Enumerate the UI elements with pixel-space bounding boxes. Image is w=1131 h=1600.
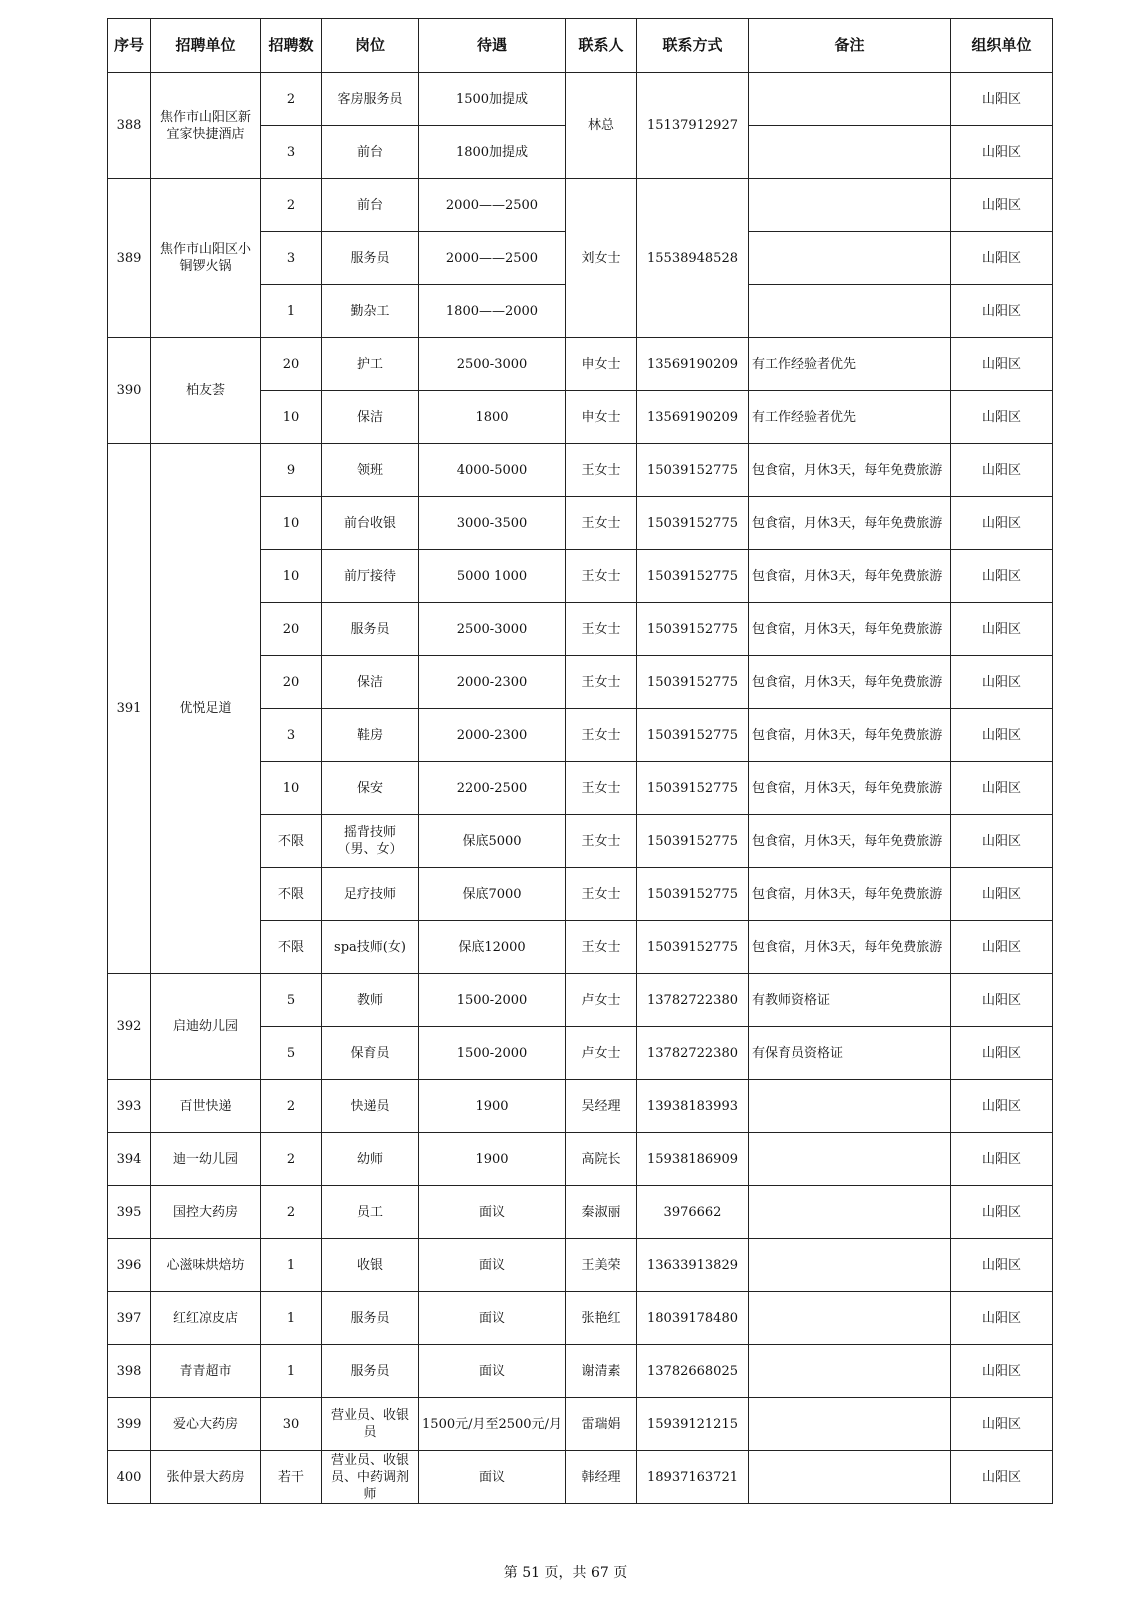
position-name: 鞋房 bbox=[322, 709, 419, 762]
table-row bbox=[108, 179, 1053, 232]
contact-person: 王女士 bbox=[566, 709, 637, 762]
entry-number: 398 bbox=[108, 1345, 151, 1398]
table-row bbox=[108, 974, 1053, 1027]
hire-count: 2 bbox=[261, 1186, 322, 1239]
contact-phone: 3976662 bbox=[637, 1186, 749, 1239]
organizer: 山阳区 bbox=[951, 1451, 1053, 1504]
contact-phone: 13782722380 bbox=[637, 1027, 749, 1080]
remark: 包食宿，月休3天，每年免费旅游 bbox=[749, 868, 951, 921]
contact-person: 王女士 bbox=[566, 550, 637, 603]
remark: 有教师资格证 bbox=[749, 974, 951, 1027]
contact-phone: 15137912927 bbox=[637, 73, 749, 179]
organizer: 山阳区 bbox=[951, 1027, 1053, 1080]
hire-count: 10 bbox=[261, 550, 322, 603]
contact-person: 高院长 bbox=[566, 1133, 637, 1186]
salary: 1900 bbox=[419, 1080, 566, 1133]
hire-count: 5 bbox=[261, 974, 322, 1027]
position-name: 保安 bbox=[322, 762, 419, 815]
remark: 包食宿，月休3天，每年免费旅游 bbox=[749, 656, 951, 709]
salary: 1500-2000 bbox=[419, 974, 566, 1027]
contact-phone: 13782668025 bbox=[637, 1345, 749, 1398]
organizer: 山阳区 bbox=[951, 550, 1053, 603]
organizer: 山阳区 bbox=[951, 868, 1053, 921]
organizer: 山阳区 bbox=[951, 762, 1053, 815]
contact-phone: 13569190209 bbox=[637, 338, 749, 391]
contact-person: 王女士 bbox=[566, 497, 637, 550]
table-row bbox=[108, 1292, 1053, 1345]
position-name: 前台收银 bbox=[322, 497, 419, 550]
remark bbox=[749, 1345, 951, 1398]
position-name: 护工 bbox=[322, 338, 419, 391]
organizer: 山阳区 bbox=[951, 1345, 1053, 1398]
position-name: 服务员 bbox=[322, 1292, 419, 1345]
organizer: 山阳区 bbox=[951, 974, 1053, 1027]
hire-count: 2 bbox=[261, 1133, 322, 1186]
company-name: 启迪幼儿园 bbox=[151, 974, 261, 1080]
organizer: 山阳区 bbox=[951, 391, 1053, 444]
company-name: 爱心大药房 bbox=[151, 1398, 261, 1451]
recruitment-table bbox=[107, 18, 1053, 1504]
hire-count: 若干 bbox=[261, 1451, 322, 1504]
hire-count: 20 bbox=[261, 338, 322, 391]
contact-person: 王女士 bbox=[566, 868, 637, 921]
contact-person: 王女士 bbox=[566, 762, 637, 815]
entry-number: 400 bbox=[108, 1451, 151, 1504]
remark bbox=[749, 1451, 951, 1504]
salary: 保底5000 bbox=[419, 815, 566, 868]
contact-phone: 15039152775 bbox=[637, 921, 749, 974]
contact-phone: 15939121215 bbox=[637, 1398, 749, 1451]
organizer: 山阳区 bbox=[951, 232, 1053, 285]
salary: 1800 bbox=[419, 391, 566, 444]
remark: 包食宿，月休3天，每年免费旅游 bbox=[749, 762, 951, 815]
header-contact: 联系人 bbox=[566, 19, 637, 73]
remark bbox=[749, 179, 951, 232]
salary: 3000-3500 bbox=[419, 497, 566, 550]
company-name: 国控大药房 bbox=[151, 1186, 261, 1239]
hire-count: 3 bbox=[261, 126, 322, 179]
position-name: 保洁 bbox=[322, 391, 419, 444]
hire-count: 9 bbox=[261, 444, 322, 497]
entry-number: 394 bbox=[108, 1133, 151, 1186]
hire-count: 1 bbox=[261, 1239, 322, 1292]
hire-count: 10 bbox=[261, 391, 322, 444]
organizer: 山阳区 bbox=[951, 1292, 1053, 1345]
position-name: 营业员、收银员 bbox=[322, 1398, 419, 1451]
salary: 1900 bbox=[419, 1133, 566, 1186]
contact-person: 秦淑丽 bbox=[566, 1186, 637, 1239]
salary: 1500-2000 bbox=[419, 1027, 566, 1080]
contact-phone: 15039152775 bbox=[637, 868, 749, 921]
position-name: 领班 bbox=[322, 444, 419, 497]
table-row bbox=[108, 1133, 1053, 1186]
contact-phone: 13569190209 bbox=[637, 391, 749, 444]
remark: 有工作经验者优先 bbox=[749, 338, 951, 391]
company-name: 百世快递 bbox=[151, 1080, 261, 1133]
remark: 有保育员资格证 bbox=[749, 1027, 951, 1080]
contact-phone: 13938183993 bbox=[637, 1080, 749, 1133]
organizer: 山阳区 bbox=[951, 921, 1053, 974]
salary: 2500-3000 bbox=[419, 338, 566, 391]
entry-number: 399 bbox=[108, 1398, 151, 1451]
entry-number: 397 bbox=[108, 1292, 151, 1345]
organizer: 山阳区 bbox=[951, 1133, 1053, 1186]
contact-person: 韩经理 bbox=[566, 1451, 637, 1504]
header-company: 招聘单位 bbox=[151, 19, 261, 73]
organizer: 山阳区 bbox=[951, 126, 1053, 179]
position-name: 幼师 bbox=[322, 1133, 419, 1186]
header-row bbox=[108, 19, 1053, 73]
position-name: 教师 bbox=[322, 974, 419, 1027]
salary: 1500元/月至2500元/月 bbox=[419, 1398, 566, 1451]
entry-number: 389 bbox=[108, 179, 151, 338]
table-row bbox=[108, 444, 1053, 497]
contact-phone: 15039152775 bbox=[637, 444, 749, 497]
entry-number: 388 bbox=[108, 73, 151, 179]
entry-number: 392 bbox=[108, 974, 151, 1080]
page-footer: 第 51 页，共 67 页 bbox=[503, 1565, 628, 1581]
remark bbox=[749, 1080, 951, 1133]
position-name: 营业员、收银员、中药调剂师 bbox=[322, 1451, 419, 1504]
hire-count: 2 bbox=[261, 1080, 322, 1133]
hire-count: 3 bbox=[261, 709, 322, 762]
contact-person: 刘女士 bbox=[566, 179, 637, 338]
salary: 2000-2300 bbox=[419, 709, 566, 762]
position-name: 服务员 bbox=[322, 603, 419, 656]
organizer: 山阳区 bbox=[951, 709, 1053, 762]
table-row bbox=[108, 1451, 1053, 1504]
contact-phone: 15039152775 bbox=[637, 762, 749, 815]
contact-phone: 13633913829 bbox=[637, 1239, 749, 1292]
position-name: 服务员 bbox=[322, 232, 419, 285]
hire-count: 20 bbox=[261, 656, 322, 709]
position-name: 保育员 bbox=[322, 1027, 419, 1080]
contact-phone: 18039178480 bbox=[637, 1292, 749, 1345]
salary: 面议 bbox=[419, 1345, 566, 1398]
salary: 4000-5000 bbox=[419, 444, 566, 497]
organizer: 山阳区 bbox=[951, 1186, 1053, 1239]
contact-person: 王女士 bbox=[566, 603, 637, 656]
remark: 包食宿，月休3天，每年免费旅游 bbox=[749, 444, 951, 497]
organizer: 山阳区 bbox=[951, 815, 1053, 868]
contact-person: 张艳红 bbox=[566, 1292, 637, 1345]
contact-phone: 15039152775 bbox=[637, 709, 749, 762]
hire-count: 10 bbox=[261, 497, 322, 550]
remark: 包食宿，月休3天，每年免费旅游 bbox=[749, 709, 951, 762]
organizer: 山阳区 bbox=[951, 285, 1053, 338]
hire-count: 2 bbox=[261, 179, 322, 232]
remark: 包食宿，月休3天，每年免费旅游 bbox=[749, 550, 951, 603]
recruitment-table-sheet bbox=[107, 18, 1052, 1561]
salary: 2500-3000 bbox=[419, 603, 566, 656]
table-row bbox=[108, 1239, 1053, 1292]
contact-phone: 13782722380 bbox=[637, 974, 749, 1027]
contact-person: 王女士 bbox=[566, 921, 637, 974]
company-name: 张仲景大药房 bbox=[151, 1451, 261, 1504]
company-name: 优悦足道 bbox=[151, 444, 261, 974]
salary: 面议 bbox=[419, 1451, 566, 1504]
position-name: 服务员 bbox=[322, 1345, 419, 1398]
hire-count: 3 bbox=[261, 232, 322, 285]
position-name: 快递员 bbox=[322, 1080, 419, 1133]
position-name: 收银 bbox=[322, 1239, 419, 1292]
company-name: 焦作市山阳区小铜锣火锅 bbox=[151, 179, 261, 338]
header-no: 序号 bbox=[108, 19, 151, 73]
salary: 2000——2500 bbox=[419, 232, 566, 285]
hire-count: 不限 bbox=[261, 921, 322, 974]
contact-person: 申女士 bbox=[566, 391, 637, 444]
salary: 1500加提成 bbox=[419, 73, 566, 126]
position-name: 勤杂工 bbox=[322, 285, 419, 338]
header-note: 备注 bbox=[749, 19, 951, 73]
table-row bbox=[108, 1080, 1053, 1133]
hire-count: 1 bbox=[261, 285, 322, 338]
position-name: 客房服务员 bbox=[322, 73, 419, 126]
header-salary: 待遇 bbox=[419, 19, 566, 73]
hire-count: 1 bbox=[261, 1345, 322, 1398]
remark: 包食宿，月休3天，每年免费旅游 bbox=[749, 815, 951, 868]
organizer: 山阳区 bbox=[951, 73, 1053, 126]
company-name: 心滋味烘焙坊 bbox=[151, 1239, 261, 1292]
remark bbox=[749, 1133, 951, 1186]
position-name: 前台 bbox=[322, 179, 419, 232]
company-name: 青青超市 bbox=[151, 1345, 261, 1398]
hire-count: 1 bbox=[261, 1292, 322, 1345]
header-org: 组织单位 bbox=[951, 19, 1053, 73]
hire-count: 不限 bbox=[261, 868, 322, 921]
hire-count: 2 bbox=[261, 73, 322, 126]
contact-person: 谢清素 bbox=[566, 1345, 637, 1398]
position-name: spa技师(女) bbox=[322, 921, 419, 974]
remark bbox=[749, 1239, 951, 1292]
salary: 面议 bbox=[419, 1292, 566, 1345]
hire-count: 不限 bbox=[261, 815, 322, 868]
contact-person: 王女士 bbox=[566, 444, 637, 497]
table-row bbox=[108, 338, 1053, 391]
table-body bbox=[108, 73, 1053, 1504]
salary: 5000 1000 bbox=[419, 550, 566, 603]
remark bbox=[749, 232, 951, 285]
salary: 1800加提成 bbox=[419, 126, 566, 179]
table-row bbox=[108, 73, 1053, 126]
remark: 包食宿，月休3天，每年免费旅游 bbox=[749, 921, 951, 974]
entry-number: 391 bbox=[108, 444, 151, 974]
salary: 2000-2300 bbox=[419, 656, 566, 709]
remark bbox=[749, 1186, 951, 1239]
contact-person: 卢女士 bbox=[566, 1027, 637, 1080]
salary: 保底12000 bbox=[419, 921, 566, 974]
hire-count: 5 bbox=[261, 1027, 322, 1080]
company-name: 柏友荟 bbox=[151, 338, 261, 444]
organizer: 山阳区 bbox=[951, 1239, 1053, 1292]
entry-number: 393 bbox=[108, 1080, 151, 1133]
organizer: 山阳区 bbox=[951, 338, 1053, 391]
entry-number: 395 bbox=[108, 1186, 151, 1239]
remark bbox=[749, 126, 951, 179]
company-name: 迪一幼儿园 bbox=[151, 1133, 261, 1186]
position-name: 前台 bbox=[322, 126, 419, 179]
organizer: 山阳区 bbox=[951, 179, 1053, 232]
remark bbox=[749, 1292, 951, 1345]
remark bbox=[749, 285, 951, 338]
remark: 包食宿，月休3天，每年免费旅游 bbox=[749, 603, 951, 656]
position-name: 摇背技师（男、女） bbox=[322, 815, 419, 868]
hire-count: 10 bbox=[261, 762, 322, 815]
remark bbox=[749, 73, 951, 126]
organizer: 山阳区 bbox=[951, 1080, 1053, 1133]
entry-number: 396 bbox=[108, 1239, 151, 1292]
contact-phone: 15938186909 bbox=[637, 1133, 749, 1186]
hire-count: 20 bbox=[261, 603, 322, 656]
table-row bbox=[108, 1186, 1053, 1239]
organizer: 山阳区 bbox=[951, 1398, 1053, 1451]
contact-person: 雷瑞娟 bbox=[566, 1398, 637, 1451]
contact-person: 吴经理 bbox=[566, 1080, 637, 1133]
organizer: 山阳区 bbox=[951, 656, 1053, 709]
header-count: 招聘数 bbox=[261, 19, 322, 73]
organizer: 山阳区 bbox=[951, 497, 1053, 550]
contact-phone: 15039152775 bbox=[637, 656, 749, 709]
contact-person: 王女士 bbox=[566, 815, 637, 868]
salary: 面议 bbox=[419, 1186, 566, 1239]
contact-person: 王美荣 bbox=[566, 1239, 637, 1292]
entry-number: 390 bbox=[108, 338, 151, 444]
salary: 1800——2000 bbox=[419, 285, 566, 338]
position-name: 保洁 bbox=[322, 656, 419, 709]
contact-phone: 18937163721 bbox=[637, 1451, 749, 1504]
organizer: 山阳区 bbox=[951, 603, 1053, 656]
header-position: 岗位 bbox=[322, 19, 419, 73]
position-name: 前厅接待 bbox=[322, 550, 419, 603]
remark bbox=[749, 1398, 951, 1451]
salary: 2200-2500 bbox=[419, 762, 566, 815]
organizer: 山阳区 bbox=[951, 444, 1053, 497]
position-name: 足疗技师 bbox=[322, 868, 419, 921]
header-phone: 联系方式 bbox=[637, 19, 749, 73]
company-name: 焦作市山阳区新宜家快捷酒店 bbox=[151, 73, 261, 179]
contact-phone: 15538948528 bbox=[637, 179, 749, 338]
remark: 包食宿，月休3天，每年免费旅游 bbox=[749, 497, 951, 550]
salary: 2000——2500 bbox=[419, 179, 566, 232]
contact-person: 林总 bbox=[566, 73, 637, 179]
table-row bbox=[108, 1398, 1053, 1451]
contact-phone: 15039152775 bbox=[637, 550, 749, 603]
salary: 面议 bbox=[419, 1239, 566, 1292]
hire-count: 30 bbox=[261, 1398, 322, 1451]
table-row bbox=[108, 1345, 1053, 1398]
remark: 有工作经验者优先 bbox=[749, 391, 951, 444]
contact-person: 卢女士 bbox=[566, 974, 637, 1027]
salary: 保底7000 bbox=[419, 868, 566, 921]
contact-phone: 15039152775 bbox=[637, 497, 749, 550]
contact-person: 申女士 bbox=[566, 338, 637, 391]
position-name: 员工 bbox=[322, 1186, 419, 1239]
contact-phone: 15039152775 bbox=[637, 815, 749, 868]
contact-person: 王女士 bbox=[566, 656, 637, 709]
contact-phone: 15039152775 bbox=[637, 603, 749, 656]
company-name: 红红凉皮店 bbox=[151, 1292, 261, 1345]
